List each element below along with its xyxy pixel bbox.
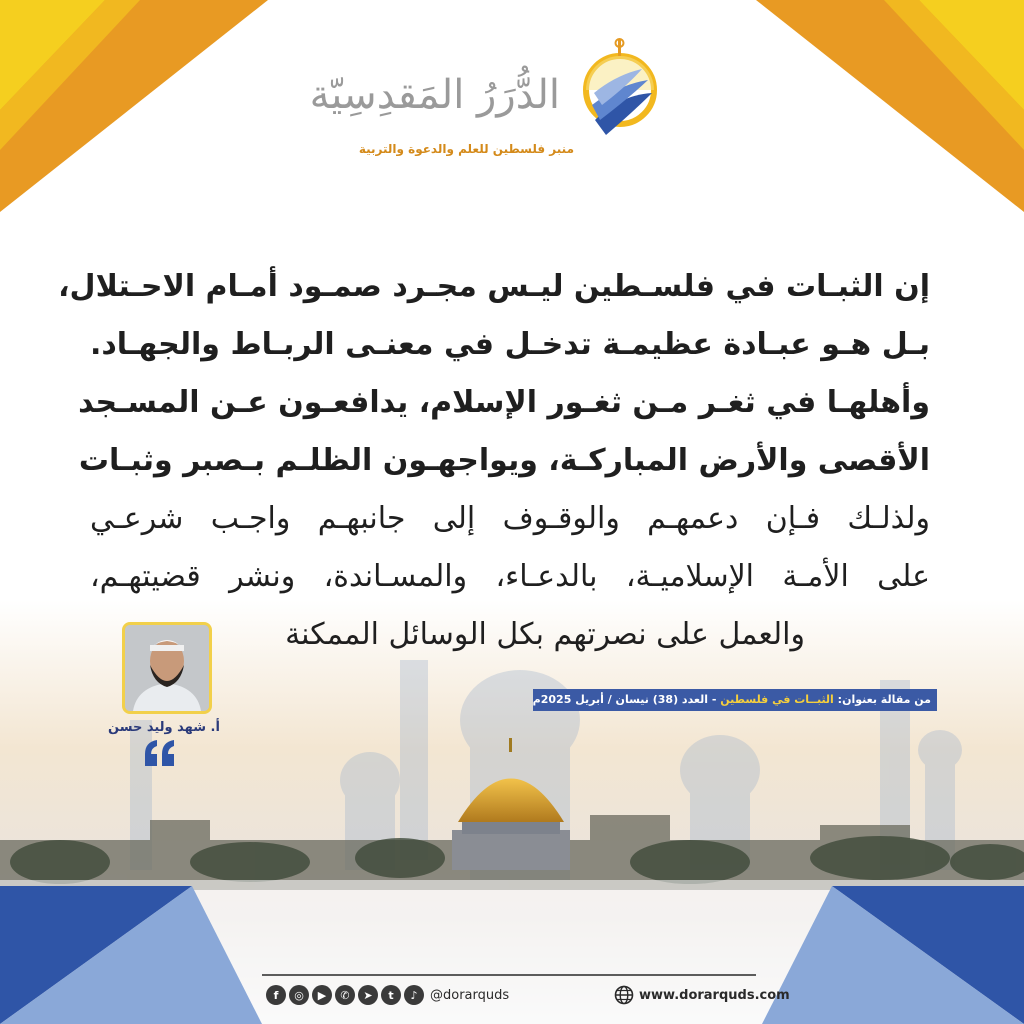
logo-subtitle: منبر فلسطين للعلم والدعوة والتربية <box>358 142 574 156</box>
source-article-title: الثبــات في فلسطين <box>720 693 834 706</box>
quote-line: والعمل على نصرتهم بكل الوسائل الممكنة <box>285 617 805 652</box>
author-photo <box>122 622 212 714</box>
quote-line: وأهلهـا في ثغـر مـن ثغـور الإسلام، يدافعـون عـن المسـجد <box>78 385 930 420</box>
social-handle[interactable]: @dorarquds <box>430 987 510 1003</box>
top-right-corner-decoration <box>754 0 1024 215</box>
globe-icon <box>614 985 634 1005</box>
quote-line: على الأمـة الإسلاميـة، بالدعـاء، والمسـاندة، ونشر قضيتهـم، <box>90 559 930 594</box>
social-links <box>266 984 509 1006</box>
bottom-right-corner-decoration <box>754 886 1024 1024</box>
footer-divider <box>262 974 756 976</box>
quote-line: إن الثبـات في فلسـطين ليـس مجـرد صمـود أمـام الاحـتلال، <box>58 269 930 304</box>
website-url: www.dorarquds.com <box>639 987 790 1003</box>
telegram-icon[interactable]: ➤ <box>358 985 378 1005</box>
quote-line: ولذلـك فـإن دعمهـم والوقـوف إلى جانبهـم واجـب شرعـي <box>90 501 930 536</box>
source-citation-bar <box>533 689 937 711</box>
youtube-icon[interactable]: ▶ <box>312 985 332 1005</box>
quote-line: بـل هـو عبـادة عظيمـة تدخـل في معنـى الربـاط والجهـاد. <box>90 327 930 362</box>
website-link[interactable] <box>614 984 790 1006</box>
source-prefix: من مقالة بعنوان: <box>833 693 931 706</box>
quote-line: الأقصى والأرض المباركـة، ويواجهـون الظلـم بـصبر وثبـات <box>78 443 930 478</box>
quote-text <box>58 258 930 664</box>
quotation-mark-icon <box>143 738 177 768</box>
tiktok-icon[interactable]: ♪ <box>404 985 424 1005</box>
whatsapp-icon[interactable]: ✆ <box>335 985 355 1005</box>
source-issue-info: - العدد (38) نيسان / أبريل 2025م <box>532 693 721 706</box>
author-name: أ. شهد وليد حسن <box>108 720 220 735</box>
logo-title: الدُّرَرُ المَقدِسِيّة <box>309 72 560 118</box>
facebook-icon[interactable]: f <box>266 985 286 1005</box>
instagram-icon[interactable]: ◎ <box>289 985 309 1005</box>
twitter-icon[interactable]: t <box>381 985 401 1005</box>
top-left-corner-decoration <box>0 0 270 215</box>
bottom-left-corner-decoration <box>0 886 270 1024</box>
